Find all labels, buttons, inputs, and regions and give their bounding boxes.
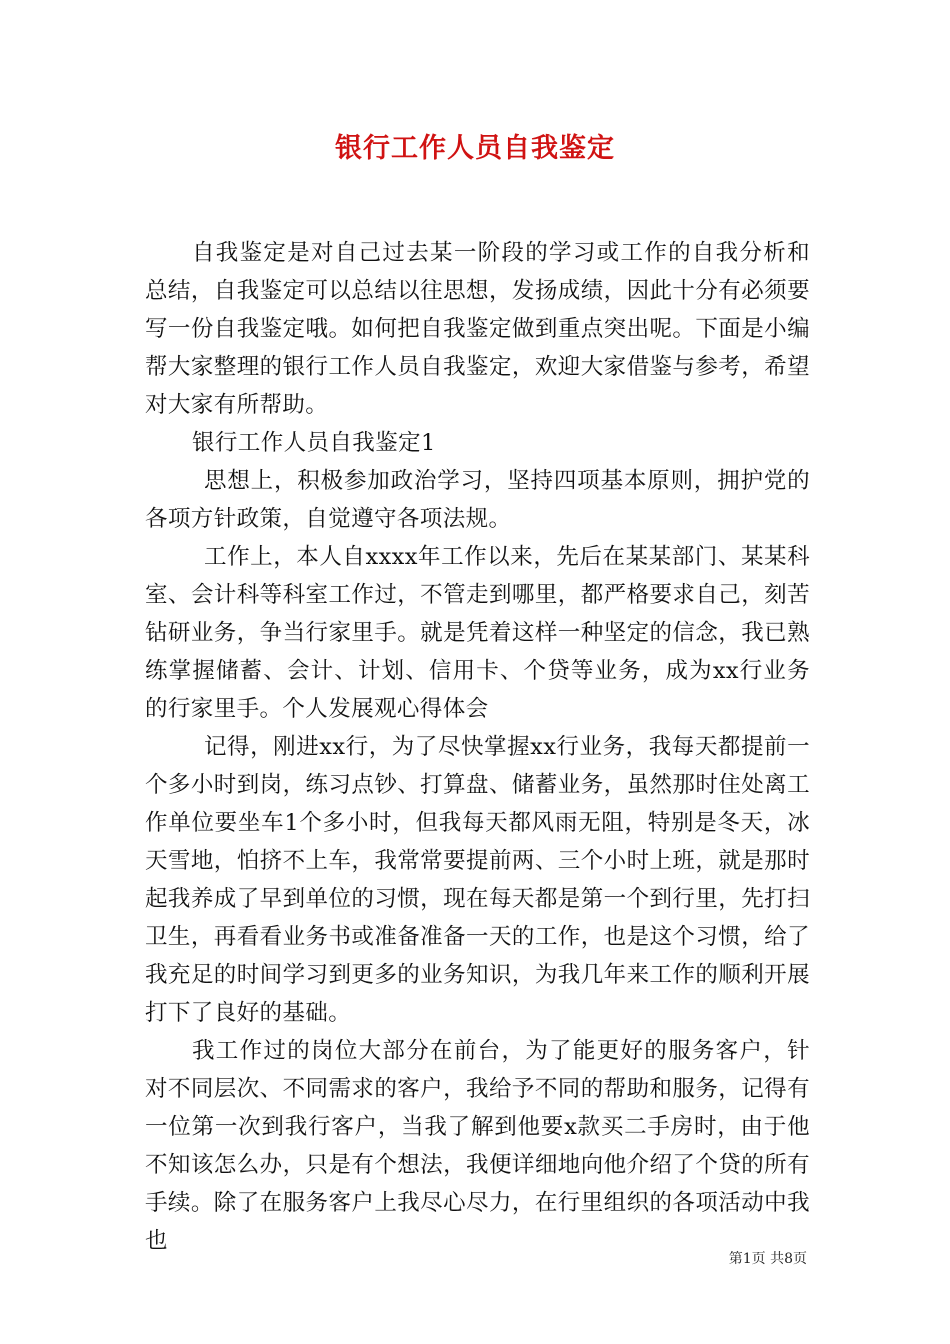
paragraph-work: 工作上，本人自xxxx年工作以来，先后在某某部门、某某科室、会计科等科室工作过，不管走到哪里，都严格要求自己，刻苦钻研业务，争当行家里手。就是凭着这样一种坚定的信念，我已熟练掌握储蓄、会计、计划、信用卡、个贷等业务，成为xx行业务的行家里手。个人发展观心得体会 <box>145 544 810 722</box>
document-body <box>145 234 810 1260</box>
section-heading: 银行工作人员自我鉴定1 <box>192 430 436 456</box>
document-title: 银行工作人员自我鉴定 <box>335 133 615 164</box>
paragraph-thought: 思想上，积极参加政治学习，坚持四项基本原则，拥护党的各项方针政策，自觉遵守各项法规。 <box>145 468 810 532</box>
paragraph-intro: 自我鉴定是对自己过去某一阶段的学习或工作的自我分析和总结，自我鉴定可以总结以往思想，发扬成绩，因此十分有必须要写一份自我鉴定哦。如何把自我鉴定做到重点突出呢。下面是小编帮大家整理的银行工作人员自我鉴定，欢迎大家借鉴与参考，希望对大家有所帮助。 <box>145 240 810 418</box>
paragraph-service: 我工作过的岗位大部分在前台，为了能更好的服务客户，针对不同层次、不同需求的客户，我给予不同的帮助和服务，记得有一位第一次到我行客户，当我了解到他要x款买二手房时，由于他不知该怎么办，只是有个想法，我便详细地向他介绍了个贷的所有手续。除了在服务客户上我尽心尽力，在行里组织的各项活动中我也 <box>145 1038 810 1254</box>
page-number: 第1页 共8页 <box>728 1251 807 1267</box>
paragraph-memory: 记得，刚进xx行，为了尽快掌握xx行业务，我每天都提前一个多小时到岗，练习点钞、打算盘、储蓄业务，虽然那时住处离工作单位要坐车1个多小时，但我每天都风雨无阻，特别是冬天，冰天雪地，怕挤不上车，我常常要提前两、三个小时上班，就是那时起我养成了早到单位的习惯，现在每天都是第一个到行里，先打扫卫生，再看看业务书或准备准备一天的工作，也是这个习惯，给了我充足的时间学习到更多的业务知识，为我几年来工作的顺利开展打下了良好的基础。 <box>145 734 810 1026</box>
